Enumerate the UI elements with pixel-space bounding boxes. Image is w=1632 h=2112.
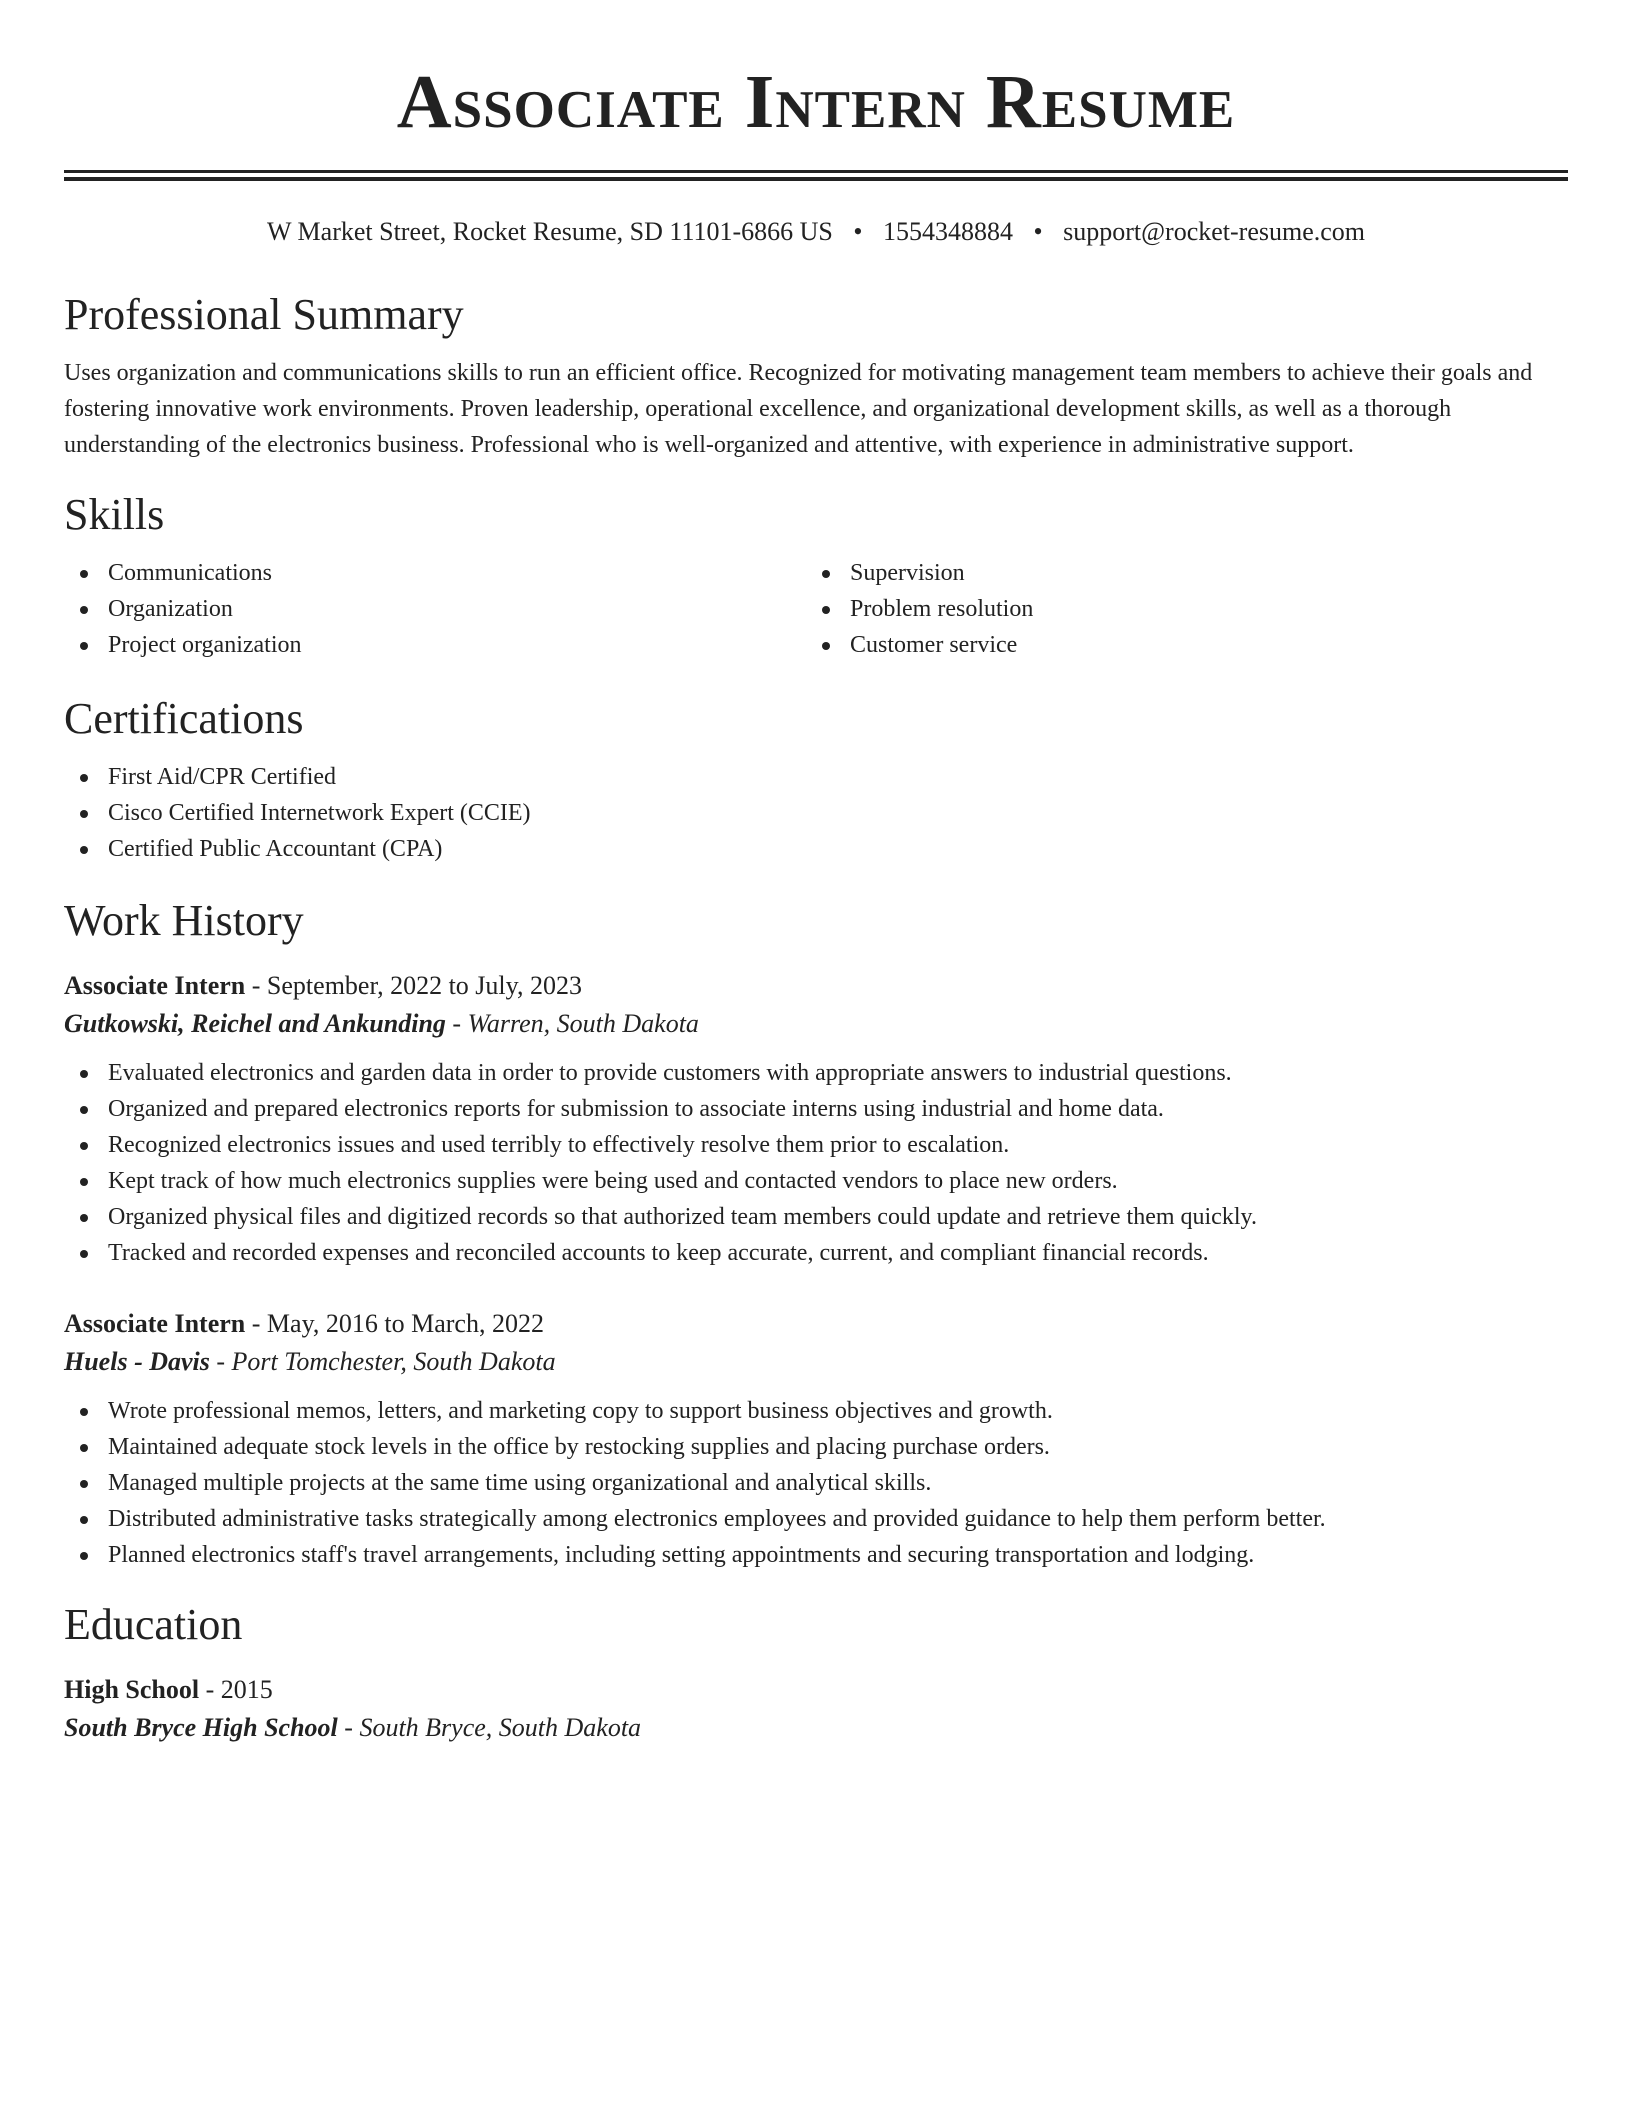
job-header (64, 967, 1568, 1005)
job-bullet: Planned electronics staff's travel arrangements, including setting appointments and securing transportation and lodging. (64, 1537, 1568, 1573)
skills-list-right (806, 555, 1548, 663)
job-header (64, 1305, 1568, 1343)
education-year: - 2015 (205, 1675, 273, 1704)
job-company: Huels - Davis (64, 1347, 210, 1376)
job-location: - Port Tomchester, South Dakota (216, 1347, 556, 1376)
education-heading: Education (64, 1600, 243, 1649)
job-bullet: Evaluated electronics and garden data in order to provide customers with appropriate answers to industrial questions. (64, 1055, 1568, 1091)
job-bullet: Organized and prepared electronics reports for submission to associate interns using industrial and home data. (64, 1091, 1568, 1127)
job-bullet-list (64, 1055, 1568, 1271)
job-location: - Warren, South Dakota (452, 1009, 699, 1038)
certifications-heading: Certifications (64, 694, 304, 743)
job-bullet: Recognized electronics issues and used terribly to effectively resolve them prior to escalation. (64, 1127, 1568, 1163)
job-company-line (64, 1343, 1568, 1381)
job-bullet: Tracked and recorded expenses and reconciled accounts to keep accurate, current, and compliant financial records. (64, 1235, 1568, 1271)
resume-title: Associate Intern Resume (396, 60, 1236, 144)
contact-phone: 1554348884 (882, 217, 1013, 246)
job-entry (64, 1305, 1568, 1573)
skill-item: Communications (64, 555, 806, 591)
work-history-section (64, 895, 1568, 1573)
skills-grid (64, 555, 1568, 663)
job-bullet: Maintained adequate stock levels in the office by restocking supplies and placing purchase orders. (64, 1429, 1568, 1465)
contact-line (64, 215, 1568, 249)
education-degree: High School (64, 1675, 200, 1704)
title-divider (64, 170, 1568, 181)
job-bullet: Managed multiple projects at the same time using organizational and analytical skills. (64, 1465, 1568, 1501)
job-title: Associate Intern (64, 1309, 246, 1338)
certification-item: First Aid/CPR Certified (64, 759, 1568, 795)
job-bullet-list (64, 1393, 1568, 1573)
contact-email: support@rocket-resume.com (1063, 217, 1366, 246)
job-dates: - September, 2022 to July, 2023 (251, 971, 582, 1000)
job-bullet: Organized physical files and digitized records so that authorized team members could update and retrieve them quickly. (64, 1199, 1568, 1235)
skill-item: Project organization (64, 627, 806, 663)
contact-separator: • (1033, 217, 1043, 246)
skill-item: Organization (64, 591, 806, 627)
education-header (64, 1671, 1568, 1709)
summary-section (64, 289, 1568, 463)
job-bullet: Distributed administrative tasks strategically among electronics employees and provided guidance to help them perform better. (64, 1501, 1568, 1537)
education-school: South Bryce High School (64, 1713, 338, 1742)
skills-section (64, 489, 1568, 663)
summary-text: Uses organization and communications skills to run an efficient office. Recognized for motivating management team members to achieve their goals and fostering innovative work environments. Proven leadership, operational excellence, and organizational development skills, as well as a thorough understanding of the electronics business. Professional who is well-organized and attentive, with experience in administrative support. (64, 360, 1533, 458)
skills-list-left (64, 555, 806, 663)
work-history-heading: Work History (64, 896, 304, 945)
education-section (64, 1599, 1568, 1747)
job-bullet: Kept track of how much electronics supplies were being used and contacted vendors to place new orders. (64, 1163, 1568, 1199)
job-bullet: Wrote professional memos, letters, and marketing copy to support business objectives and growth. (64, 1393, 1568, 1429)
certifications-section (64, 693, 1568, 867)
skill-item: Problem resolution (806, 591, 1548, 627)
skill-item: Customer service (806, 627, 1548, 663)
job-dates: - May, 2016 to March, 2022 (251, 1309, 544, 1338)
contact-address: W Market Street, Rocket Resume, SD 11101-6866 US (266, 217, 833, 246)
education-entry (64, 1671, 1568, 1747)
skills-heading: Skills (64, 490, 165, 539)
education-school-line (64, 1709, 1568, 1747)
certification-item: Certified Public Accountant (CPA) (64, 831, 1568, 867)
education-location: - South Bryce, South Dakota (344, 1713, 642, 1742)
skill-item: Supervision (806, 555, 1548, 591)
job-company: Gutkowski, Reichel and Ankunding (64, 1009, 446, 1038)
summary-heading: Professional Summary (64, 290, 464, 339)
job-entry (64, 967, 1568, 1271)
contact-separator: • (853, 217, 863, 246)
certification-item: Cisco Certified Internetwork Expert (CCIE) (64, 795, 1568, 831)
job-company-line (64, 1005, 1568, 1043)
job-title: Associate Intern (64, 971, 246, 1000)
certifications-list (64, 759, 1568, 867)
